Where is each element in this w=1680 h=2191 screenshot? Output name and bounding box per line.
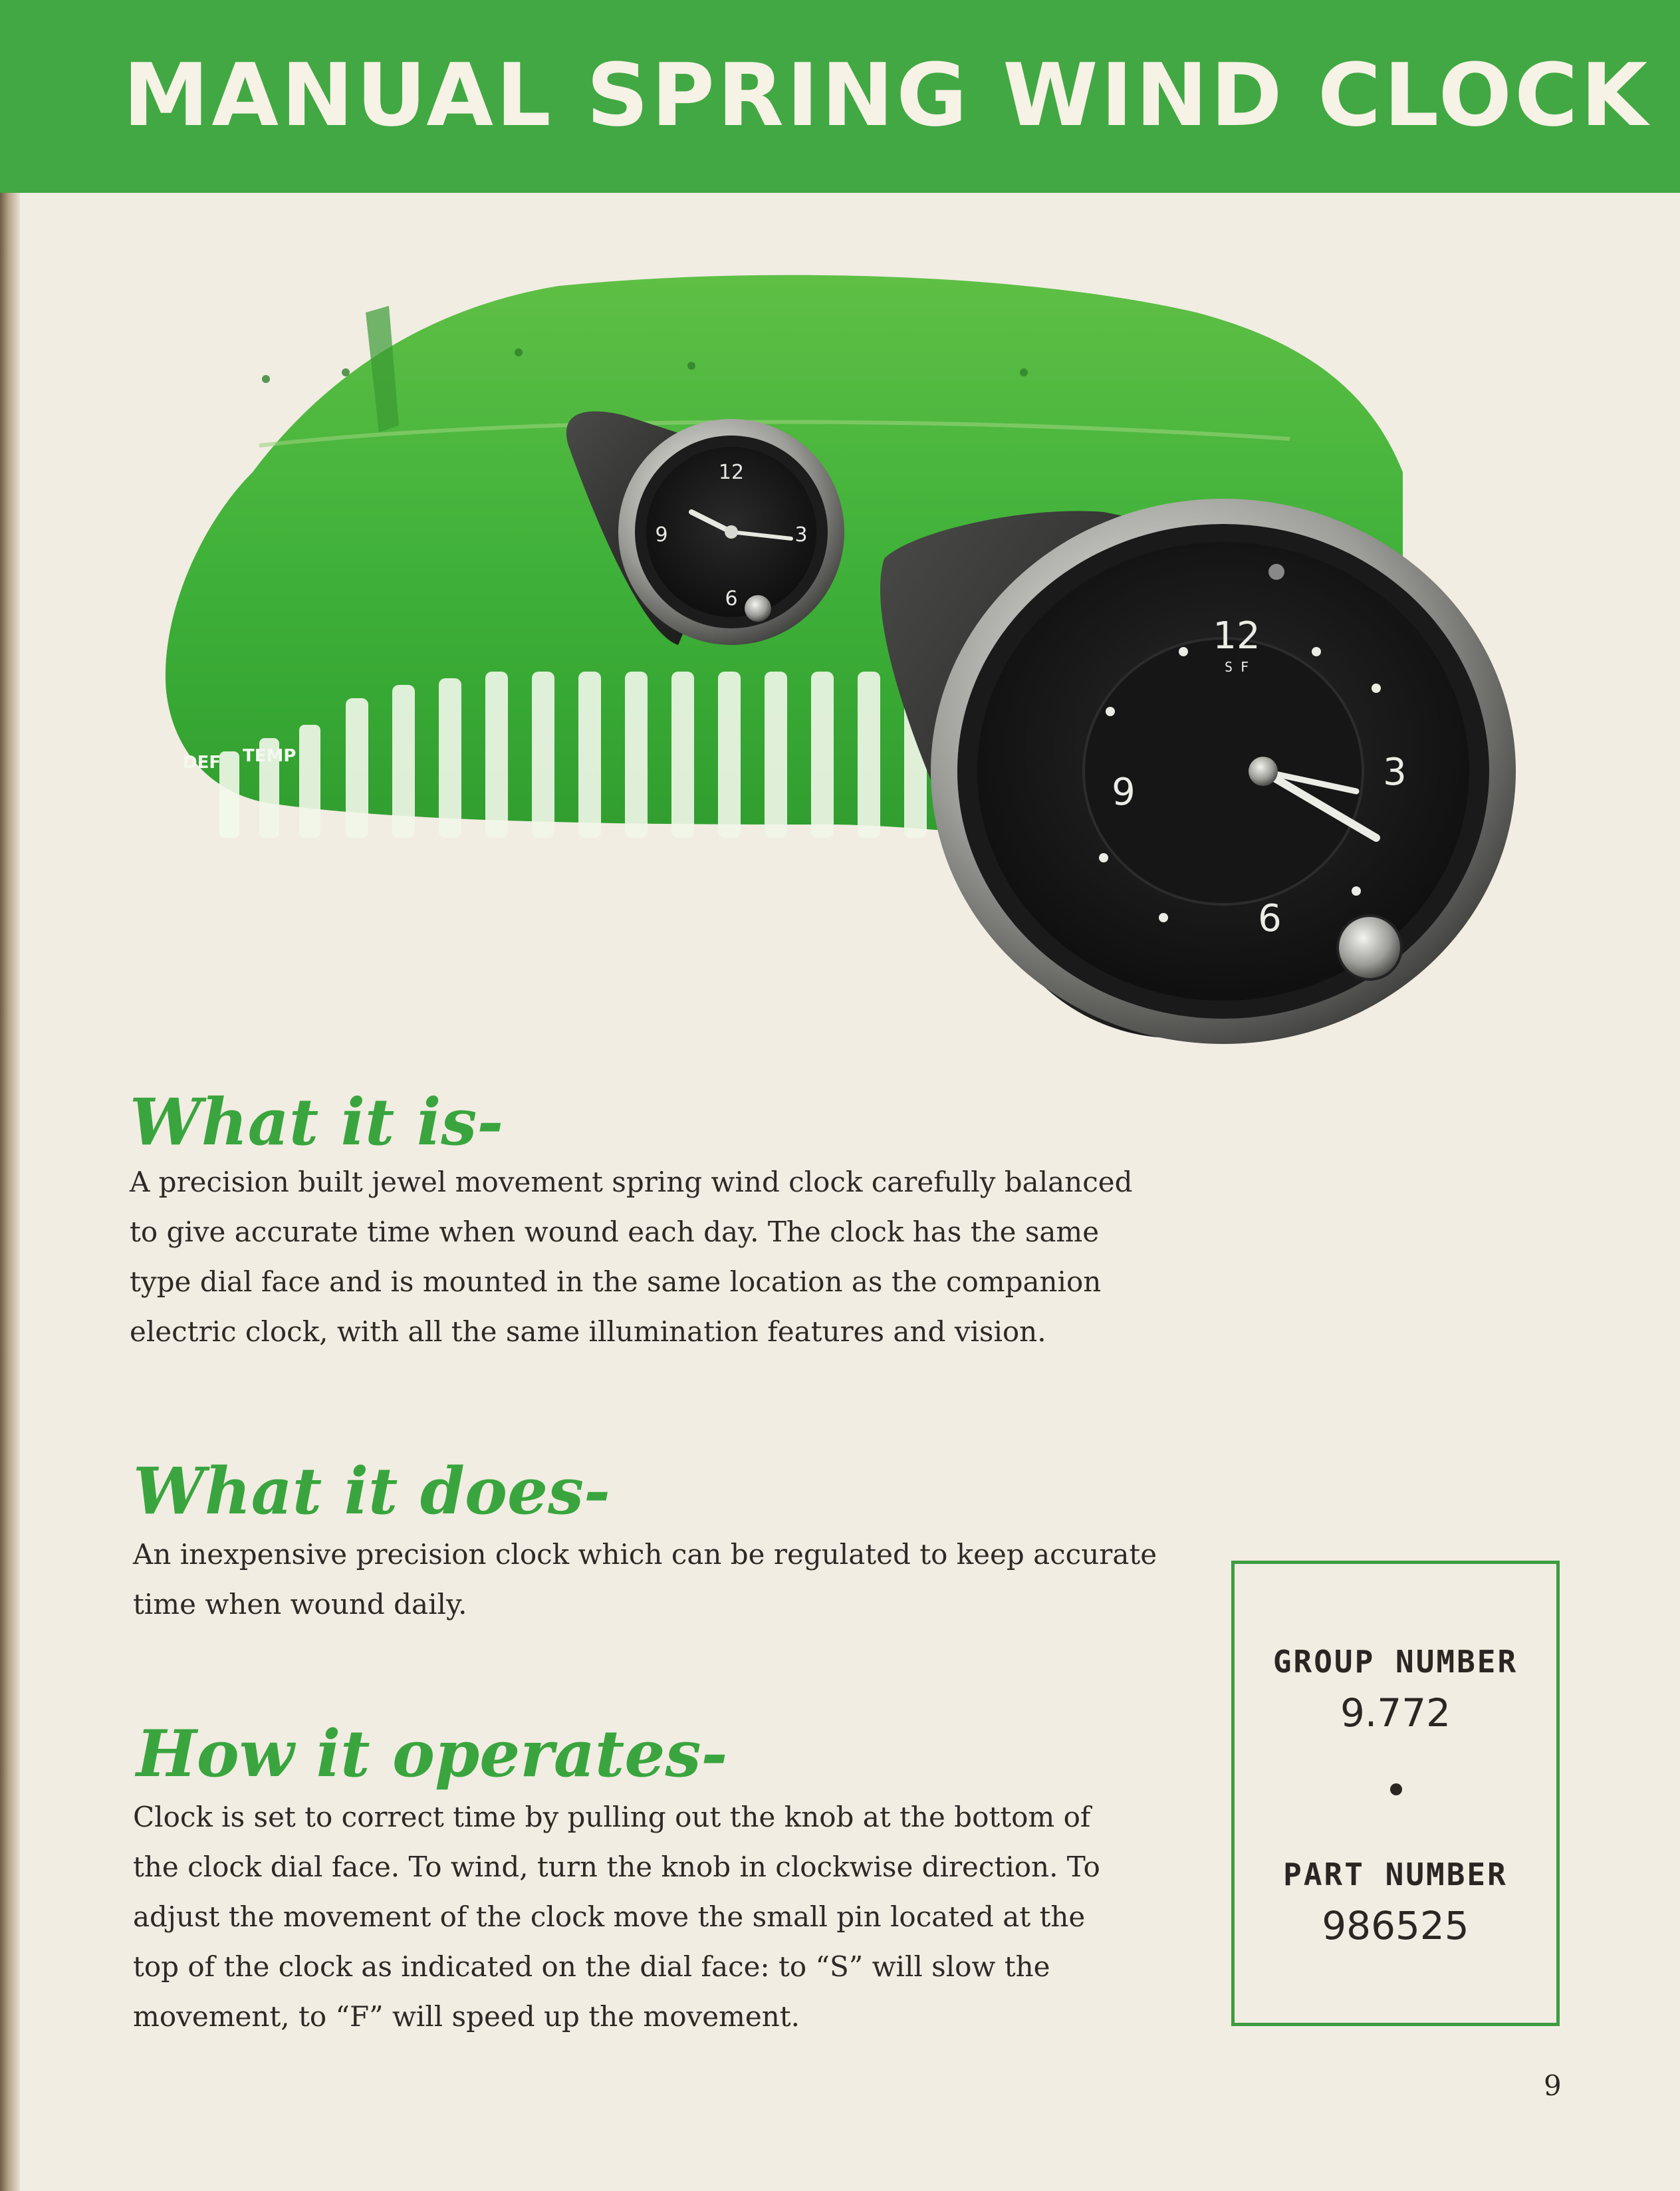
what-it-does-heading: What it does- — [133, 1454, 610, 1529]
group-number-value: 9.772 — [1340, 1690, 1451, 1736]
small-clock-3: 3 — [794, 523, 808, 547]
page-number: 9 — [1544, 2069, 1562, 2102]
large-clock — [880, 499, 1516, 1044]
small-clock-12: 12 — [718, 461, 745, 484]
what-it-is-heading: What it is- — [130, 1085, 504, 1160]
large-clock-3: 3 — [1383, 751, 1407, 794]
large-clock-9: 9 — [1112, 771, 1136, 814]
paragraph-line: An inexpensive precision clock which can be regulated to keep accurate — [133, 1538, 1157, 1571]
paragraph-line: time when wound daily. — [133, 1588, 467, 1620]
part-number-label: PART NUMBER — [1283, 1857, 1508, 1892]
paragraph-line: electric clock, with all the same illumination features and vision. — [130, 1315, 1046, 1348]
small-clock-6: 6 — [725, 587, 738, 610]
how-it-operates-text — [133, 1792, 1170, 2041]
what-it-does-text — [133, 1529, 1170, 1629]
separator-dot — [1390, 1783, 1402, 1795]
paragraph-line: type dial face and is mounted in the same location as the companion — [130, 1265, 1102, 1298]
large-clock-12: 12 — [1213, 614, 1260, 658]
how-it-operates-heading: How it operates- — [136, 1716, 728, 1791]
what-it-is-text — [130, 1157, 1167, 1356]
dashboard-clock-illustration — [160, 273, 1569, 1057]
paragraph-line: top of the clock as indicated on the dial face: to “S” will slow the — [133, 1950, 1050, 1983]
paragraph-line: adjust the movement of the clock move the small pin located at the — [133, 1900, 1086, 1933]
paragraph-line: the clock dial face. To wind, turn the knob in clockwise direction. To — [133, 1851, 1100, 1883]
page-title: MANUAL SPRING WIND CLOCK — [123, 45, 1651, 146]
page-binding-shadow — [0, 0, 20, 2191]
paragraph-line: Clock is set to correct time by pulling out the knob at the bottom of — [133, 1801, 1091, 1833]
part-number-box — [1231, 1561, 1560, 2026]
paragraph-line: to give accurate time when wound each day. The clock has the same — [130, 1216, 1100, 1248]
def-label: DEF — [183, 753, 221, 773]
group-number-label: GROUP NUMBER — [1272, 1644, 1518, 1680]
small-clock-9: 9 — [655, 523, 668, 547]
temp-label: TEMP — [243, 746, 297, 766]
header-banner — [0, 0, 1680, 193]
regulator-marks: S F — [1224, 659, 1249, 675]
paragraph-line: A precision built jewel movement spring wind clock carefully balanced — [130, 1166, 1133, 1198]
paragraph-line: movement, to “F” will speed up the movement. — [133, 2000, 800, 2033]
large-clock-6: 6 — [1258, 897, 1282, 940]
part-number-value: 986525 — [1322, 1903, 1469, 1948]
